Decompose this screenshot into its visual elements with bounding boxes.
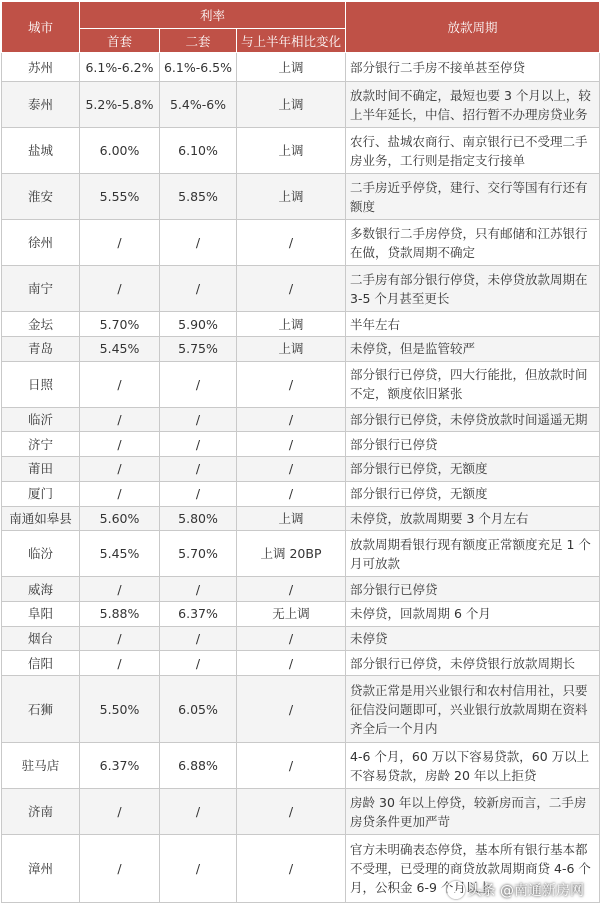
table-row [2, 337, 600, 362]
cell-city: 徐州 [2, 220, 80, 266]
cell-change: / [237, 457, 346, 482]
cell-change: 上调 [237, 337, 346, 362]
cell-second: 6.1%-6.5% [160, 53, 237, 82]
table-body [2, 53, 600, 903]
cell-first: 6.1%-6.2% [80, 53, 160, 82]
cell-change: / [237, 361, 346, 407]
table-row [2, 531, 600, 577]
cell-first: / [80, 481, 160, 506]
cell-first: / [80, 457, 160, 482]
cell-first: 5.2%-5.8% [80, 82, 160, 128]
cell-change: / [237, 266, 346, 312]
table-row [2, 407, 600, 432]
table-row [2, 675, 600, 742]
cell-change: 上调 [237, 82, 346, 128]
cell-change: 无上调 [237, 601, 346, 626]
cell-note: 部分银行二手房不接单甚至停贷 [346, 53, 600, 82]
cell-change: / [237, 432, 346, 457]
cell-change: / [237, 481, 346, 506]
cell-city: 莆田 [2, 457, 80, 482]
cell-city: 南宁 [2, 266, 80, 312]
cell-note: 部分银行已停贷，未停贷银行放款周期长 [346, 651, 600, 676]
cell-city: 石狮 [2, 675, 80, 742]
cell-city: 漳州 [2, 835, 80, 903]
cell-note: 官方未明确表态停贷，基本所有银行基本都不受理，已受理的商贷放款周期商贷 4-6 个月，公积金 6-9 个月以上 [346, 835, 600, 903]
cell-first: 5.55% [80, 174, 160, 220]
cell-second: / [160, 432, 237, 457]
cell-city: 淮安 [2, 174, 80, 220]
cell-first: / [80, 835, 160, 903]
cell-second: / [160, 457, 237, 482]
cell-note: 部分银行已停贷，无额度 [346, 457, 600, 482]
table-row [2, 601, 600, 626]
cell-note: 农行、盐城农商行、南京银行已不受理二手房业务，工行则是指定支行接单 [346, 128, 600, 174]
cell-change: 上调 [237, 174, 346, 220]
watermark [447, 880, 584, 900]
cell-first: 5.45% [80, 531, 160, 577]
cell-first: / [80, 577, 160, 602]
table-row [2, 432, 600, 457]
cell-note: 4-6 个月，60 万以下容易贷款，60 万以上不容易贷款，房龄 20 年以上拒贷 [346, 743, 600, 789]
cell-first: 5.88% [80, 601, 160, 626]
cell-first: 6.37% [80, 743, 160, 789]
header-city: 城市 [2, 2, 80, 53]
cell-change: / [237, 789, 346, 835]
cell-second: / [160, 266, 237, 312]
table-row [2, 361, 600, 407]
cell-second: / [160, 651, 237, 676]
cell-note: 二手房近乎停贷，建行、交行等国有行还有额度 [346, 174, 600, 220]
cell-first: 5.60% [80, 506, 160, 531]
header-period: 放款周期 [346, 2, 600, 53]
cell-second: 6.88% [160, 743, 237, 789]
table-row [2, 743, 600, 789]
table-row [2, 53, 600, 82]
cell-second: 5.80% [160, 506, 237, 531]
toutiao-logo-icon [447, 881, 465, 899]
table-row [2, 312, 600, 337]
cell-change: / [237, 626, 346, 651]
table-row [2, 626, 600, 651]
cell-second: / [160, 220, 237, 266]
cell-city: 日照 [2, 361, 80, 407]
cell-change: / [237, 220, 346, 266]
cell-note: 多数银行二手房停贷，只有邮储和江苏银行在做，贷款周期不确定 [346, 220, 600, 266]
cell-change: / [237, 651, 346, 676]
header-second: 二套 [160, 29, 237, 53]
cell-city: 苏州 [2, 53, 80, 82]
cell-second: / [160, 481, 237, 506]
cell-change: / [237, 743, 346, 789]
cell-first: / [80, 407, 160, 432]
cell-note: 半年左右 [346, 312, 600, 337]
cell-change: 上调 [237, 312, 346, 337]
table-row [2, 506, 600, 531]
cell-change: / [237, 835, 346, 903]
cell-city: 信阳 [2, 651, 80, 676]
table-row [2, 174, 600, 220]
cell-second: 5.4%-6% [160, 82, 237, 128]
table-row [2, 220, 600, 266]
table-row [2, 577, 600, 602]
cell-second: / [160, 577, 237, 602]
cell-second: / [160, 361, 237, 407]
cell-city: 济宁 [2, 432, 80, 457]
cell-second: 6.37% [160, 601, 237, 626]
cell-city: 驻马店 [2, 743, 80, 789]
cell-change: / [237, 577, 346, 602]
cell-second: 5.70% [160, 531, 237, 577]
cell-second: / [160, 789, 237, 835]
cell-note: 未停贷，放款周期要 3 个月左右 [346, 506, 600, 531]
cell-note: 未停贷，回款周期 6 个月 [346, 601, 600, 626]
cell-first: 5.50% [80, 675, 160, 742]
cell-city: 烟台 [2, 626, 80, 651]
cell-note: 部分银行已停贷 [346, 432, 600, 457]
cell-city: 南通如皋县 [2, 506, 80, 531]
cell-second: / [160, 835, 237, 903]
cell-note: 部分银行已停贷，四大行能批，但放款时间不定，额度依旧紧张 [346, 361, 600, 407]
cell-first: 5.70% [80, 312, 160, 337]
cell-second: 6.05% [160, 675, 237, 742]
cell-note: 部分银行已停贷 [346, 577, 600, 602]
cell-note: 贷款正常是用兴业银行和农村信用社，只要征信没问题即可，兴业银行放款周期在资料齐全后一个月内 [346, 675, 600, 742]
table-row [2, 128, 600, 174]
cell-note: 未停贷 [346, 626, 600, 651]
cell-first: / [80, 626, 160, 651]
header-change: 与上半年相比变化 [237, 29, 346, 53]
cell-city: 济南 [2, 789, 80, 835]
cell-first: 5.45% [80, 337, 160, 362]
cell-city: 临汾 [2, 531, 80, 577]
cell-city: 金坛 [2, 312, 80, 337]
table-row [2, 651, 600, 676]
cell-city: 厦门 [2, 481, 80, 506]
cell-first: / [80, 789, 160, 835]
cell-second: 5.85% [160, 174, 237, 220]
cell-change: / [237, 407, 346, 432]
cell-second: 5.90% [160, 312, 237, 337]
cell-city: 泰州 [2, 82, 80, 128]
mortgage-table [1, 1, 600, 903]
table-row [2, 789, 600, 835]
cell-note: 二手房有部分银行停贷，未停贷放款周期在 3-5 个月甚至更长 [346, 266, 600, 312]
cell-change: 上调 20BP [237, 531, 346, 577]
cell-first: / [80, 651, 160, 676]
watermark-text: 头条 @南通新房网 [467, 883, 584, 899]
cell-city: 青岛 [2, 337, 80, 362]
header-first: 首套 [80, 29, 160, 53]
table-row [2, 457, 600, 482]
cell-change: / [237, 675, 346, 742]
cell-note: 未停贷，但是监管较严 [346, 337, 600, 362]
cell-first: / [80, 220, 160, 266]
table-row [2, 82, 600, 128]
table-row [2, 266, 600, 312]
cell-note: 房龄 30 年以上停贷，较新房而言，二手房房贷条件更加严苛 [346, 789, 600, 835]
cell-first: / [80, 266, 160, 312]
cell-note: 部分银行已停贷，无额度 [346, 481, 600, 506]
cell-city: 阜阳 [2, 601, 80, 626]
cell-city: 威海 [2, 577, 80, 602]
cell-second: / [160, 407, 237, 432]
header-rate: 利率 [80, 2, 346, 29]
cell-change: 上调 [237, 506, 346, 531]
cell-change: 上调 [237, 53, 346, 82]
cell-first: / [80, 361, 160, 407]
cell-first: 6.00% [80, 128, 160, 174]
cell-second: / [160, 626, 237, 651]
cell-city: 临沂 [2, 407, 80, 432]
cell-first: / [80, 432, 160, 457]
cell-note: 放款周期看银行现有额度正常额度充足 1 个月可放款 [346, 531, 600, 577]
cell-note: 部分银行已停贷，未停贷放款时间遥遥无期 [346, 407, 600, 432]
cell-second: 6.10% [160, 128, 237, 174]
cell-change: 上调 [237, 128, 346, 174]
cell-note: 放款时间不确定，最短也要 3 个月以上，较上半年延长，中信、招行暂不办理房贷业务 [346, 82, 600, 128]
cell-city: 盐城 [2, 128, 80, 174]
table-row [2, 481, 600, 506]
cell-second: 5.75% [160, 337, 237, 362]
